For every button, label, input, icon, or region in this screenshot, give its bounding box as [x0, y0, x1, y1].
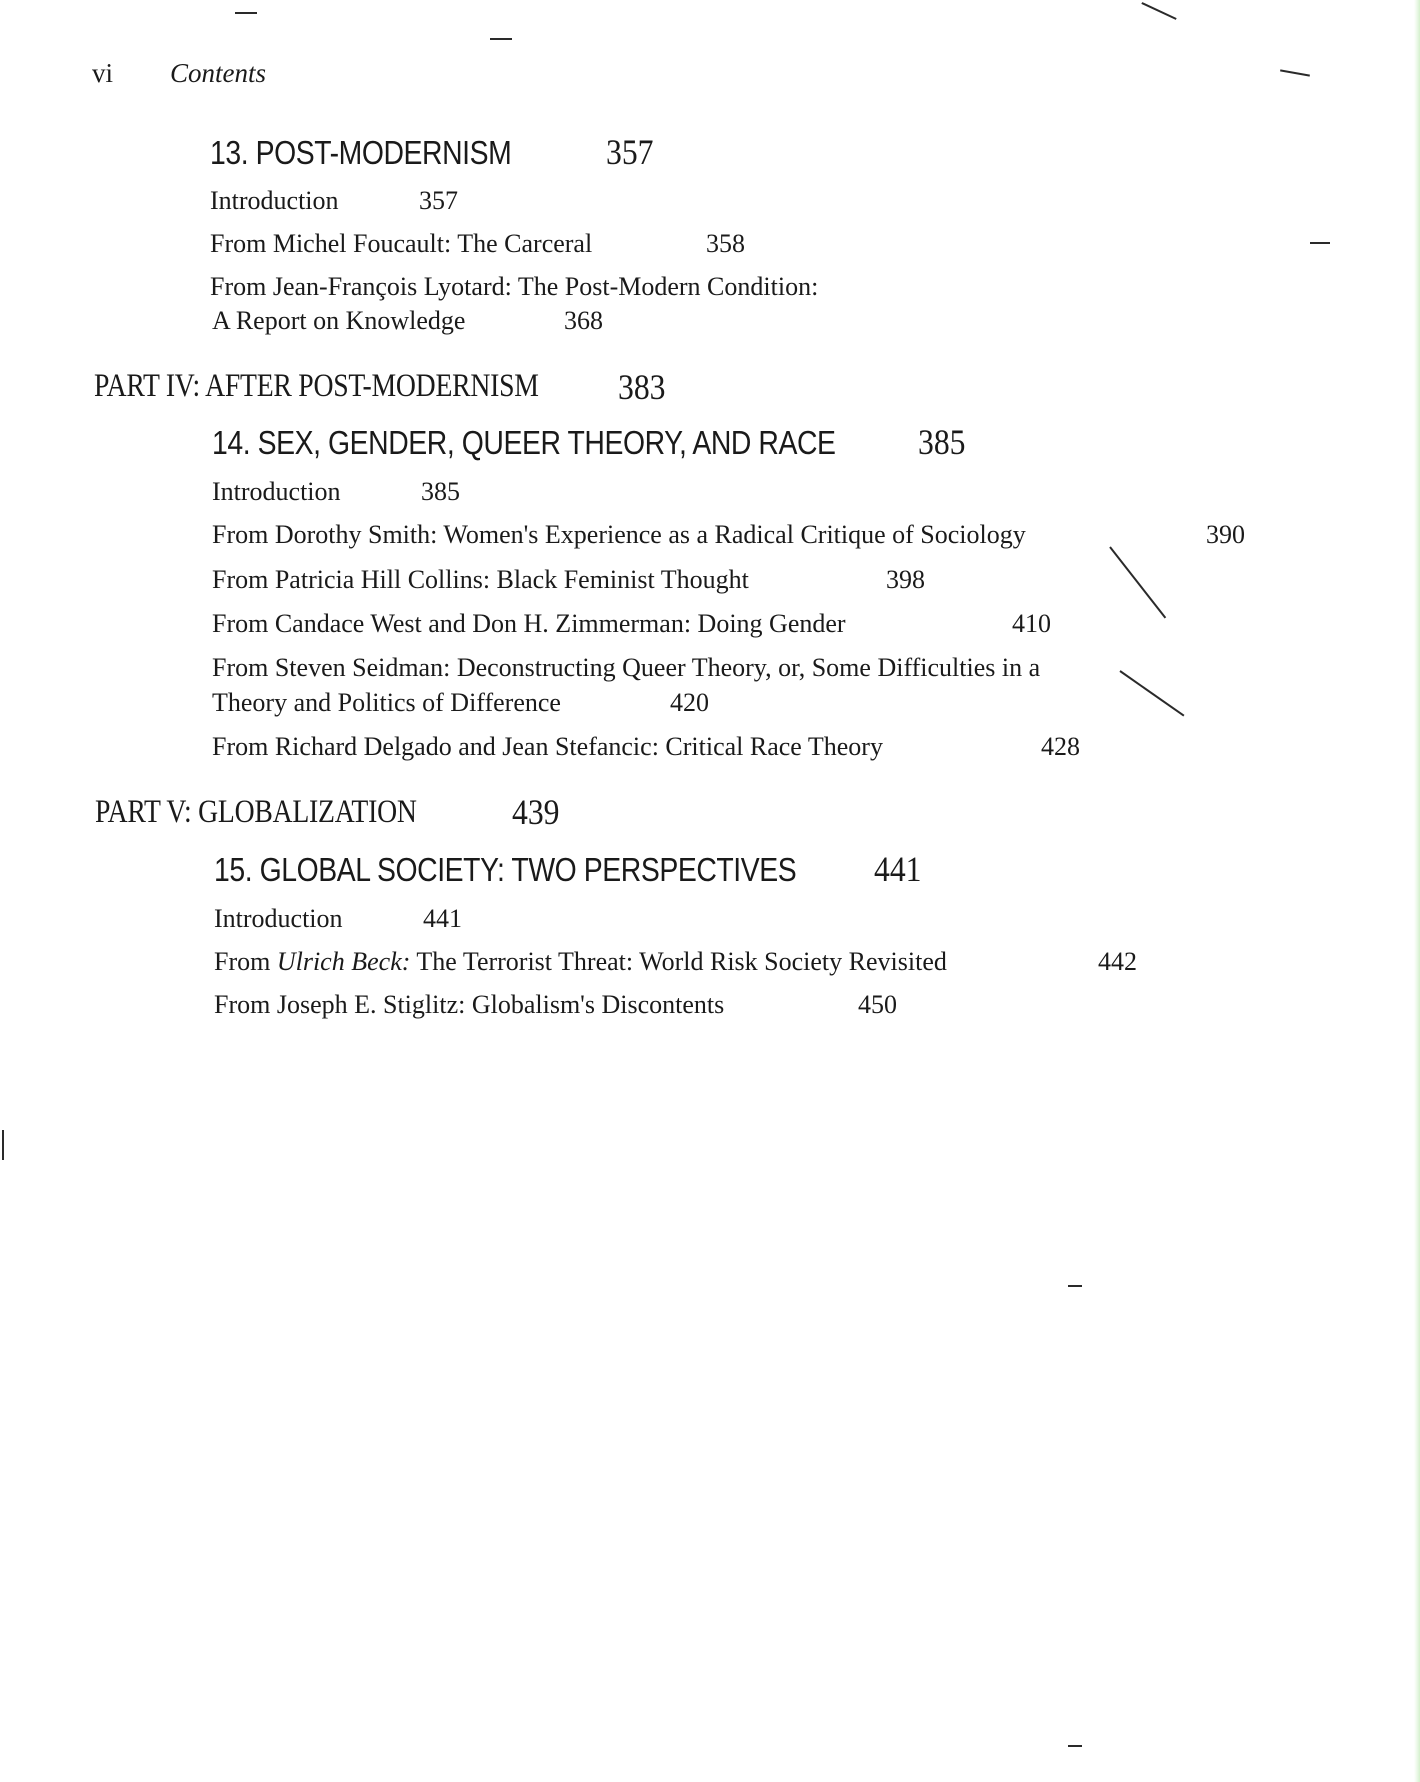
toc-entry-page: 390 — [1206, 520, 1245, 549]
chapter-13-page: 357 — [606, 132, 654, 172]
running-head-title: Contents — [170, 58, 267, 88]
toc-entry-page: 450 — [858, 990, 897, 1019]
scan-speck — [2, 1130, 4, 1160]
chapter-14-heading: 14. SEX, GENDER, QUEER THEORY, AND RACE — [212, 424, 836, 461]
chapter-15-heading: 15. GLOBAL SOCIETY: TWO PERSPECTIVES — [214, 851, 797, 888]
toc-entry-page: 358 — [706, 229, 745, 258]
toc-entry-page: 441 — [423, 904, 462, 933]
toc-entry-page: 410 — [1012, 609, 1051, 638]
chapter-13-heading: 13. POST-MODERNISM — [210, 134, 512, 171]
scan-speck — [1310, 242, 1330, 244]
toc-entry-text: From Michel Foucault: The Carceral — [210, 229, 593, 258]
toc-entry-text: From Joseph E. Stiglitz: Globalism's Discontents — [214, 990, 725, 1019]
part-5-heading: PART V: GLOBALIZATION — [95, 794, 417, 830]
toc-entry-page: 398 — [886, 565, 925, 594]
entry-prefix: From — [214, 947, 277, 976]
scan-speck — [1109, 546, 1166, 618]
scan-speck — [1068, 1745, 1082, 1747]
toc-entry-page: 442 — [1098, 947, 1137, 976]
toc-entry-text: Introduction — [212, 477, 341, 506]
toc-entry-text-continued: Theory and Politics of Difference — [212, 688, 561, 717]
toc-entry-text-continued: A Report on Knowledge — [212, 306, 466, 335]
part-5-page: 439 — [512, 792, 560, 832]
toc-entry-page: 420 — [670, 688, 709, 717]
toc-entry-text: Introduction — [210, 186, 339, 215]
toc-entry-text: From Dorothy Smith: Women's Experience as a Radical Critique of Sociology — [212, 520, 1026, 549]
toc-entry-text: From Jean-François Lyotard: The Post-Modern Condition: — [210, 272, 819, 301]
page-number: vi — [92, 58, 114, 88]
scan-speck — [235, 12, 257, 14]
toc-entry-text: From Patricia Hill Collins: Black Feminist Thought — [212, 565, 749, 594]
toc-entry-text — [214, 947, 947, 977]
scan-speck — [1280, 69, 1310, 76]
scan-edge — [1414, 0, 1420, 1782]
toc-entry-text: From Candace West and Don H. Zimmerman: Doing Gender — [212, 609, 846, 638]
entry-author-italic: Ulrich Beck: — [276, 947, 411, 976]
toc-entry-page: 357 — [419, 186, 458, 215]
part-4-heading: PART IV: AFTER POST-MODERNISM — [94, 368, 539, 404]
part-4-page: 383 — [618, 367, 666, 407]
entry-title: The Terrorist Threat: World Risk Society Revisited — [410, 947, 947, 976]
toc-entry-page: 368 — [564, 306, 603, 335]
toc-entry-page: 428 — [1041, 732, 1080, 761]
scan-speck — [1068, 1285, 1082, 1287]
chapter-15-page: 441 — [874, 849, 922, 889]
toc-entry-text: Introduction — [214, 904, 343, 933]
chapter-14-page: 385 — [918, 422, 966, 462]
scan-speck — [1141, 2, 1176, 20]
scan-speck — [490, 38, 512, 40]
toc-entry-text: From Steven Seidman: Deconstructing Queer Theory, or, Some Difficulties in a — [212, 653, 1041, 682]
toc-entry-text: From Richard Delgado and Jean Stefancic: Critical Race Theory — [212, 732, 883, 761]
scan-speck — [1119, 670, 1184, 716]
toc-entry-page: 385 — [421, 477, 460, 506]
